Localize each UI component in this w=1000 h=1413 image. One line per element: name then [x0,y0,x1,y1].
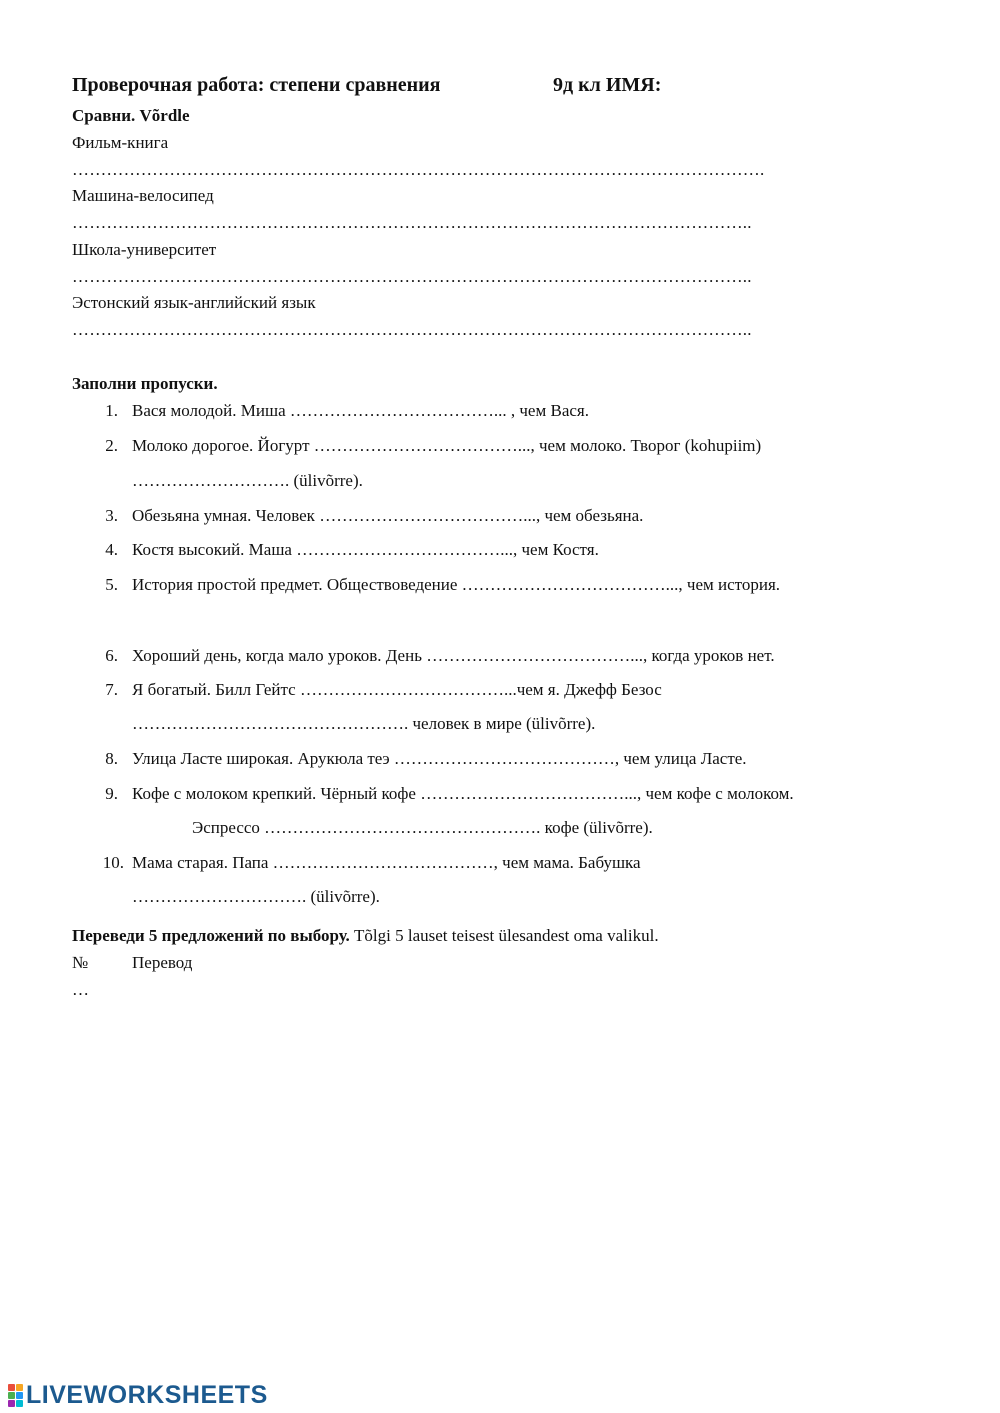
column-translation-header: Перевод [132,953,193,972]
column-number-header: № [72,953,89,972]
section3-heading [72,926,659,946]
item-number: 7. [105,680,118,699]
answer-line[interactable]: …………………………………………………………………………………………………………. [72,160,765,179]
item-number: 10. [102,853,124,872]
logo-mark-icon [8,1384,23,1407]
item-number: 3. [105,506,118,525]
compare-label: Эстонский язык-английский язык [72,293,316,312]
fill-item-text[interactable]: Обезьяна умная. Человек ………………………………..., чем обезьяна. [132,506,644,525]
answer-line[interactable]: ……………………………………………………………………………………………………….. [72,320,752,339]
item-number: 8. [105,749,118,768]
fill-item-text[interactable]: Мама старая. Папа …………………………………, чем мама. Бабушка [132,853,641,872]
item-number: 1. [105,401,118,420]
logo-text: LIVEWORKSHEETS [26,1380,268,1409]
compare-label: Машина-велосипед [72,186,214,205]
answer-line[interactable]: ……………………………………………………………………………………………………….. [72,267,752,286]
fill-item-text-cont[interactable]: Эспрессо …………………………………………. кофе (ülivõrre). [192,818,653,837]
fill-item-text[interactable]: Молоко дорогое. Йогурт ………………………………..., чем молоко. Творог (kohupiim) [132,436,762,455]
fill-item-text[interactable]: Кофе с молоком крепкий. Чёрный кофе ………………………………..., чем кофе с молоком. [132,784,794,803]
section2-heading: Заполни пропуски. [72,374,218,393]
section3-heading-bold: Переведи 5 предложений по выбору. [72,926,350,945]
answer-line[interactable]: ……………………………………………………………………………………………………….. [72,213,752,232]
section1-heading: Сравни. Võrdle [72,106,190,125]
fill-item-text[interactable]: Вася молодой. Миша ………………………………... , чем Вася. [132,401,589,420]
translation-placeholder[interactable]: … [72,980,89,999]
fill-item-text-cont[interactable]: …………………………………………. человек в мире (ülivõrre). [132,714,596,733]
class-name-label: 9д кл ИМЯ: [553,74,662,96]
item-number: 4. [105,540,118,559]
liveworksheets-logo [8,1380,268,1410]
compare-label: Фильм-книга [72,133,169,152]
item-number: 2. [105,436,118,455]
section3-heading-estonian: Tõlgi 5 lauset teisest ülesandest oma valikul. [349,926,659,945]
fill-item-text[interactable]: Хороший день, когда мало уроков. День ………………………………..., когда уроков нет. [132,646,775,665]
fill-item-text[interactable]: Костя высокий. Маша ………………………………..., чем Костя. [132,540,599,559]
item-number: 6. [105,646,118,665]
fill-item-text-cont[interactable]: ………………………. (ülivõrre). [132,471,363,490]
worksheet-title: Проверочная работа: степени сравнения [72,74,441,96]
fill-item-text[interactable]: История простой предмет. Обществоведение ………………………………..., чем история. [132,575,781,594]
item-number: 5. [105,575,118,594]
fill-item-text-cont[interactable]: …………………………. (ülivõrre). [132,887,380,906]
item-number: 9. [105,784,118,803]
fill-item-text[interactable]: Я богатый. Билл Гейтс ………………………………...чем я. Джефф Безос [132,680,662,699]
fill-item-text[interactable]: Улица Ласте широкая. Арукюла теэ …………………………………, чем улица Ласте. [132,749,747,768]
compare-label: Школа-университет [72,240,217,259]
